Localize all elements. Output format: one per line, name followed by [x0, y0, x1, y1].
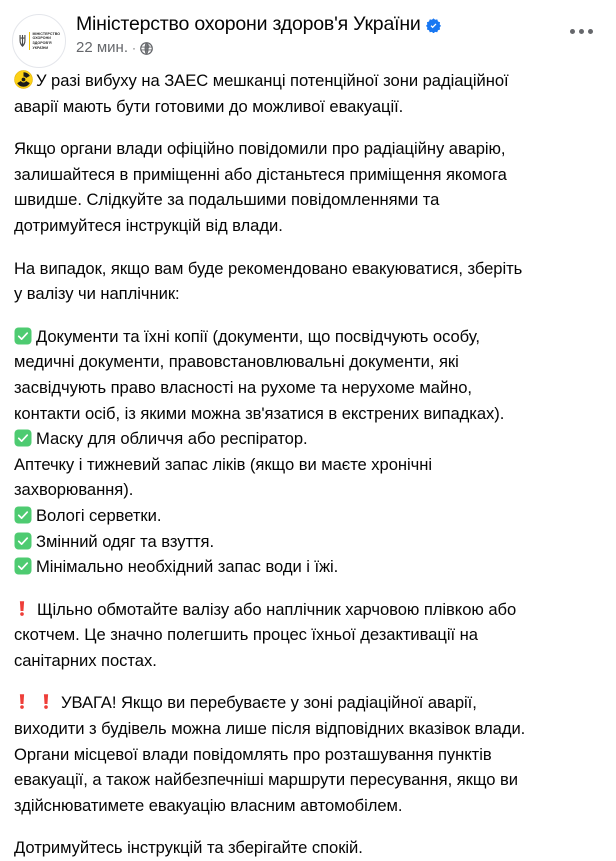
warning-line: евакуації, а також найбезпечніші маршрути пересування, якщо ви: [14, 770, 518, 790]
checklist-text: Маску для обличчя або респіратор.: [36, 429, 308, 449]
green-check-emoji-icon: [14, 327, 32, 345]
checklist-item: [14, 503, 602, 529]
paragraph-line: [14, 68, 602, 94]
checklist-text: Змінний одяг та взуття.: [36, 531, 215, 551]
exclamation-emoji-icon: [17, 599, 34, 618]
checklist-line: [14, 503, 602, 529]
checklist: [14, 324, 602, 597]
green-check-emoji-icon: [14, 429, 32, 447]
checklist-item: [14, 324, 602, 426]
paragraph-line: дотримуйтеся інструкцій від влади.: [14, 215, 283, 235]
author-row: [76, 12, 441, 36]
warning-paragraph: [14, 690, 602, 835]
paragraph-line: швидше. Слідкуйте за подальшими повідомленнями та: [14, 190, 440, 210]
closing-paragraph: [14, 835, 602, 861]
avatar[interactable]: [12, 14, 66, 68]
globe-icon[interactable]: [140, 42, 153, 55]
checklist-text: Мінімально необхідний запас води і їжі.: [36, 557, 339, 577]
ellipsis-dot-2: [579, 29, 584, 34]
avatar-logo-text: [29, 32, 60, 50]
checklist-line: Аптечку і тижневий запас ліків (якщо ви маєте хронічні: [14, 454, 432, 474]
exclamation-emoji-icon: [17, 692, 34, 711]
checklist-line: медичні документи, правовстановлювальні документи, які: [14, 352, 459, 372]
post-meta: [76, 39, 441, 57]
post-header: [0, 0, 616, 60]
paragraph-line: у валізу чи наплічник:: [14, 284, 180, 304]
warning-line: здійснюватимете евакуацію власним автомобілем.: [14, 795, 403, 815]
radioactive-emoji-icon: [14, 70, 33, 89]
checklist-item: [14, 426, 602, 452]
exclamation-emoji-icon: [41, 692, 58, 711]
warning-line: санітарних постах.: [14, 650, 157, 670]
checklist-line: [14, 324, 602, 350]
warning-line: [14, 597, 602, 623]
checklist-line: [14, 554, 602, 580]
ellipsis-dot-3: [588, 29, 593, 34]
paragraph-line: залишайтеся в приміщенні або дістаньтеся приміщення якомога: [14, 164, 507, 184]
ukraine-trident-icon: [19, 34, 26, 48]
checklist-line: [14, 426, 602, 452]
checklist-line: засвідчують право власності на рухоме та нерухоме майно,: [14, 377, 472, 397]
paragraph-line: аварії мають бути готовими до можливої евакуації.: [14, 96, 404, 116]
post-paragraph: [14, 256, 602, 324]
paragraph-text: У разі вибуху на ЗАЕС мешканці потенційної зони радіаційної: [36, 71, 509, 90]
checklist-item: [14, 554, 602, 580]
checklist-line: контакти осіб, із якими можна зв'язатися в екстрених випадках).: [14, 403, 505, 423]
post-paragraph: [14, 68, 602, 136]
avatar-logo-line-4: УКРАЇНИ: [32, 45, 49, 50]
warning-text: Щільно обмотайте валізу або наплічник харчовою плівкою або: [37, 599, 517, 619]
page-name[interactable]: Міністерство охорони здоров'я України: [76, 13, 421, 35]
post-paragraph: [14, 136, 602, 255]
avatar-logo-line-3: ЗДОРОВ'Я: [32, 41, 52, 45]
checklist-item: [14, 529, 602, 555]
checklist-item: [14, 452, 602, 503]
warning-text: УВАГА! Якщо ви перебуваєте у зоні радіаційної аварії,: [61, 693, 477, 713]
meta-separator: ·: [132, 41, 136, 55]
checklist-text: Вологі серветки.: [36, 505, 162, 525]
warning-line: виходити з будівель можна лише після відповідних вказівок влади.: [14, 719, 526, 739]
avatar-logo-line-1: МІНІСТЕРСТВО: [32, 31, 61, 36]
warning-line: Органи місцевої влади повідомлять про розташування пунктів: [14, 744, 492, 764]
paragraph-line: На випадок, якщо вам буде рекомендовано евакуюватися, зберіть: [14, 258, 523, 278]
green-check-emoji-icon: [14, 506, 32, 524]
post-timestamp[interactable]: 22 мин.: [76, 39, 128, 56]
green-check-emoji-icon: [14, 532, 32, 550]
warning-line: скотчем. Це значно полегшить процес їхньої дезактивації на: [14, 625, 478, 645]
paragraph-line: Якщо органи влади офіційно повідомили про радіаційну аварію,: [14, 139, 506, 159]
post-options-button[interactable]: [564, 22, 598, 40]
closing-line: Дотримуйтесь інструкцій та зберігайте спокій.: [14, 838, 363, 858]
ellipsis-dot-1: [570, 29, 575, 34]
checklist-line: [14, 529, 602, 555]
avatar-logo-line-2: ОХОРОНИ: [32, 36, 51, 41]
green-check-emoji-icon: [14, 557, 32, 575]
warning-line: [14, 690, 602, 716]
checklist-line: захворювання).: [14, 480, 134, 500]
checklist-text: Документи та їхні копії (документи, що посвідчують особу,: [36, 326, 480, 346]
verified-badge-icon: [426, 18, 441, 33]
post-header-text: [76, 12, 441, 57]
warning-paragraph: [14, 597, 602, 691]
post-body: [0, 60, 616, 861]
